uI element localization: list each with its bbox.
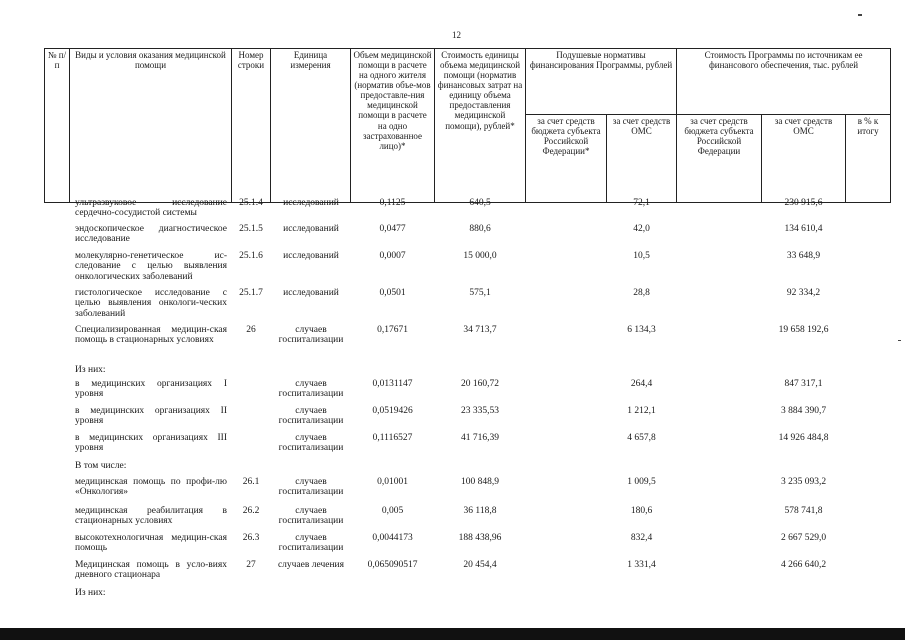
row-name: В том числе: [75, 461, 127, 471]
row-prog-oms: 847 317,1 [784, 379, 823, 389]
row-prog-oms: 578 741,8 [784, 506, 823, 516]
page-number: 12 [452, 30, 461, 40]
row-cost: 34 713,7 [463, 325, 497, 335]
header-unit: Единица измерения [270, 48, 351, 203]
scan-speck [858, 14, 862, 16]
row-number: 26 [246, 325, 256, 335]
header-prog-pct: в % к итогу [845, 114, 891, 203]
row-prog-oms: 19 658 192,6 [778, 325, 829, 335]
row-number: 25.1.7 [239, 288, 263, 298]
row-unit: исследований [283, 288, 339, 298]
row-number: 25.1.6 [239, 251, 263, 261]
row-cost: 20 160,72 [461, 379, 499, 389]
row-volume: 0,005 [381, 506, 404, 516]
row-volume: 0,0044173 [372, 533, 413, 543]
row-volume: 0,0477 [379, 224, 406, 234]
row-cost: 575,1 [469, 288, 491, 298]
row-unit: случаев госпитализации [278, 477, 344, 498]
row-volume: 0,1116527 [372, 433, 413, 443]
row-percap-oms: 4 657,8 [627, 433, 656, 443]
row-percap-oms: 72,1 [633, 198, 650, 208]
row-name: эндоскопическое диагностическое исследование [75, 224, 227, 245]
row-volume: 0,0519426 [372, 406, 413, 416]
row-cost: 41 716,39 [461, 433, 499, 443]
header-program: Стоимость Программы по источникам ее финансового обеспечения, тыс. рублей [676, 48, 891, 115]
header-percap-oms: за счет средств ОМС [606, 114, 677, 203]
row-number: 25.1.5 [239, 224, 263, 234]
row-cost: 15 000,0 [463, 251, 497, 261]
header-num: № п/п [44, 48, 70, 203]
row-name: медицинская помощь по профи-лю «Онкология» [75, 477, 227, 498]
row-percap-oms: 1 212,1 [627, 406, 656, 416]
row-prog-oms: 92 334,2 [786, 288, 821, 298]
row-prog-oms: 3 235 093,2 [780, 477, 827, 487]
row-volume: 0,065090517 [367, 560, 418, 570]
row-prog-oms: 14 926 484,8 [778, 433, 829, 443]
row-prog-oms: 4 266 640,2 [780, 560, 827, 570]
row-percap-oms: 10,5 [633, 251, 650, 261]
row-percap-oms: 832,4 [630, 533, 653, 543]
row-percap-oms: 180,6 [630, 506, 653, 516]
scan-speck [898, 340, 901, 341]
row-name: медицинская реабилитация в стационарных условиях [75, 506, 227, 527]
row-percap-oms: 1 331,4 [627, 560, 656, 570]
row-cost: 36 118,8 [463, 506, 497, 516]
row-percap-oms: 264,4 [630, 379, 653, 389]
row-number: 26.1 [242, 477, 260, 487]
row-number: 26.3 [242, 533, 260, 543]
row-percap-oms: 42,0 [633, 224, 650, 234]
row-name: высокотехнологичная медицин-ская помощь [75, 533, 227, 554]
row-unit: случаев госпитализации [278, 533, 344, 554]
row-name: ультразвуковое исследование сердечно-сосудистой системы [75, 198, 227, 219]
scan-edge-bar [0, 628, 905, 640]
header-row: Номер строки [231, 48, 271, 203]
row-percap-oms: 6 134,3 [627, 325, 656, 335]
row-cost: 640,5 [469, 198, 491, 208]
row-unit: случаев госпитализации [278, 406, 344, 427]
row-name: молекулярно-генетическое ис-следование с целью выявления онкологических заболеваний [75, 251, 227, 282]
row-volume: 0,0501 [379, 288, 406, 298]
header-prog-oms: за счет средств ОМС [761, 114, 846, 203]
row-cost: 23 335,53 [461, 406, 499, 416]
row-prog-oms: 2 667 529,0 [780, 533, 827, 543]
row-name: гистологическое исследование с целью выявления онкологи-ческих заболеваний [75, 288, 227, 319]
row-name: Специализированная медицин-ская помощь в стационарных условиях [75, 325, 227, 346]
row-volume: 0,0007 [379, 251, 406, 261]
row-unit: исследований [283, 251, 339, 261]
row-percap-oms: 28,8 [633, 288, 650, 298]
row-name: в медицинских организациях II уровня [75, 406, 227, 427]
row-prog-oms: 134 610,4 [784, 224, 823, 234]
row-name: Из них: [75, 365, 106, 375]
row-percap-oms: 1 009,5 [627, 477, 656, 487]
row-name: в медицинских организациях III уровня [75, 433, 227, 454]
row-unit: случаев госпитализации [278, 506, 344, 527]
row-volume: 0,0131147 [372, 379, 413, 389]
row-volume: 0,17671 [377, 325, 408, 335]
header-prog-budget: за счет средств бюджета субъекта Российской Федерации [676, 114, 762, 203]
row-unit: случаев лечения [277, 560, 345, 570]
row-unit: исследований [283, 224, 339, 234]
row-unit: исследований [283, 198, 339, 208]
header-percap-budget: за счет средств бюджета субъекта Российской Федерации* [525, 114, 607, 203]
row-cost: 880,6 [469, 224, 491, 234]
row-unit: случаев госпитализации [278, 325, 344, 346]
header-cost: Стоимость единицы объема медицинской помощи (норматив финансовых затрат на единицу объема предоставления медицинской помощи), рублей* [434, 48, 526, 203]
row-number: 27 [246, 560, 256, 570]
row-cost: 188 438,96 [458, 533, 502, 543]
row-prog-oms: 33 648,9 [786, 251, 821, 261]
header-percap: Подушевые нормативы финансирования Программы, рублей [525, 48, 677, 115]
row-number: 25.1.4 [239, 198, 263, 208]
row-name: Из них: [75, 588, 106, 598]
row-name: в медицинских организациях I уровня [75, 379, 227, 400]
row-prog-oms: 3 884 390,7 [780, 406, 827, 416]
row-cost: 100 848,9 [461, 477, 499, 487]
header-volume: Объем медицинской помощи в расчете на одного жителя (норматив объе-мов предоставле-ния медицинской помощи в расчете на одно застрахованное лицо)* [350, 48, 435, 203]
row-unit: случаев госпитализации [278, 379, 344, 400]
row-cost: 20 454,4 [463, 560, 497, 570]
row-name: Медицинская помощь в усло-виях дневного стационара [75, 560, 227, 581]
row-volume: 0,01001 [377, 477, 408, 487]
row-volume: 0,1125 [379, 198, 406, 208]
row-unit: случаев госпитализации [278, 433, 344, 454]
row-number: 26.2 [242, 506, 260, 516]
header-type: Виды и условия оказания медицинской помощи [69, 48, 232, 203]
row-prog-oms: 230 915,6 [784, 198, 823, 208]
